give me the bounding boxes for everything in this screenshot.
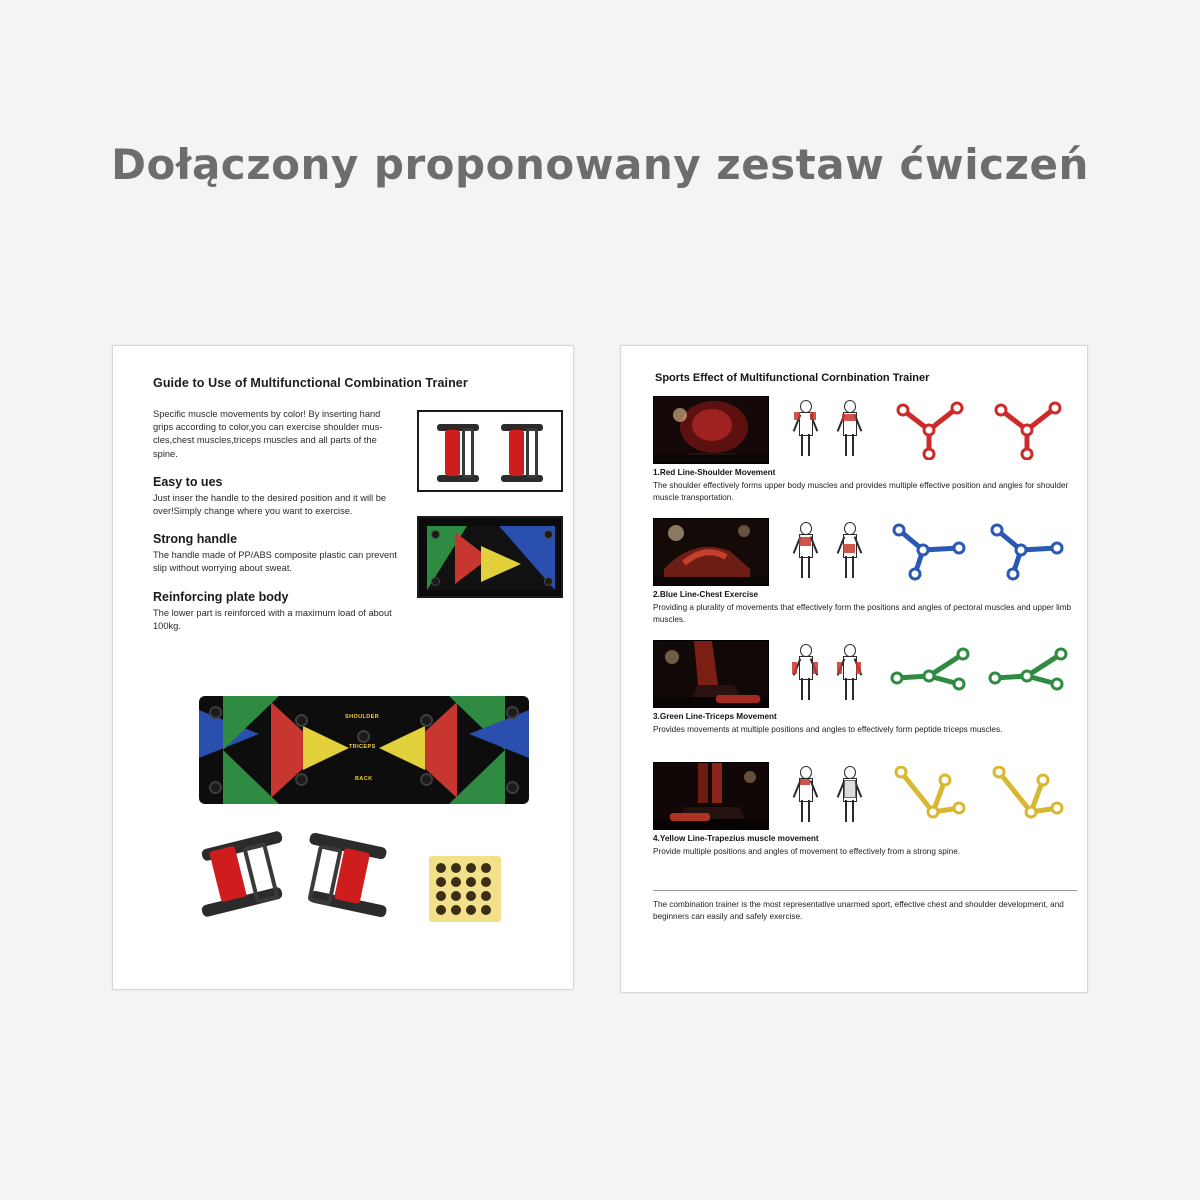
left-card-body — [139, 408, 547, 782]
grip-red-pad — [509, 430, 524, 476]
board-knob — [295, 773, 308, 786]
effect-caption-green: 3.Green Line-Triceps Movement — [653, 712, 777, 721]
board-blue-right — [469, 710, 529, 758]
grip-frame — [462, 428, 474, 478]
accessory-grip-right — [309, 836, 401, 926]
pushup-board-illustration — [199, 696, 529, 804]
left-instruction-card — [112, 345, 574, 990]
grip-illustration-right — [501, 424, 543, 482]
section-text-easy-to-use: Just inser the handle to the desired position and it will be over!Simply change where you want to exercise. — [153, 492, 387, 516]
board-knob — [209, 781, 222, 794]
left-text-column — [153, 408, 403, 633]
instruction-sheets — [112, 345, 1088, 995]
effect-text-red: The shoulder effectively forms upper body muscles and provides multiple effective position and angles for shoulder muscle transportation. — [653, 481, 1069, 502]
board-label-back: BACK — [355, 776, 373, 782]
board-yellow-right — [379, 726, 425, 770]
effect-row-red — [653, 396, 1069, 518]
board-knob — [506, 706, 519, 719]
grip-frame — [526, 428, 538, 478]
effect-text-yellow: Provide multiple positions and angles of movement to effectively from a strong spine. — [653, 847, 961, 856]
section-text-reinforcing-plate: The lower part is reinforced with a maximum load of about 100kg. — [153, 607, 392, 631]
effect-caption-yellow: 4.Yellow Line-Trapezius muscle movement — [653, 834, 819, 843]
skeleton-figure-back — [831, 766, 867, 828]
left-card-title: Guide to Use of Multifunctional Combination Trainer — [153, 376, 468, 390]
anatomy-figures-red — [781, 398, 877, 462]
effect-row-green — [653, 640, 1065, 762]
movement-diagram-green — [889, 644, 1079, 706]
movement-diagram-yellow — [889, 766, 1079, 828]
board-knob — [357, 730, 370, 743]
color-board-photo — [417, 516, 563, 598]
rubber-pads-sheet — [429, 856, 501, 922]
page-title: Dołączony proponowany zestaw ćwiczeń — [111, 140, 1089, 189]
effect-caption-red: 1.Red Line-Shoulder Movement — [653, 468, 776, 477]
mini-color-board — [427, 526, 557, 590]
grip-red-pad — [209, 846, 247, 903]
movement-diagram-red — [889, 400, 1079, 462]
grip-red-pad — [445, 430, 460, 476]
left-intro-paragraph: Specific muscle movements by color! By inserting hand grips according to color,you can exercise shoulder mus-cles,chest muscles,triceps muscles and all parts of the spine. — [153, 409, 383, 459]
skeleton-figure-back — [831, 400, 867, 462]
board-green-right-lower — [449, 750, 505, 804]
board-yellow-left — [303, 726, 349, 770]
board-knob — [420, 773, 433, 786]
board-knob — [295, 714, 308, 727]
section-heading-strong-handle: Strong handle — [153, 532, 238, 547]
grip-illustration-left — [437, 424, 479, 482]
section-heading-easy-to-use: Easy to ues — [153, 474, 223, 489]
board-label-shoulder: SHOULDER — [345, 714, 380, 720]
anatomy-figures-green — [781, 642, 877, 706]
handle-grips-photo — [417, 410, 563, 492]
skeleton-figure-front — [787, 766, 823, 828]
effect-text-green: Provides movements at multiple positions and angles to effectively form peptide triceps muscles. — [653, 725, 1003, 734]
exercise-photo-red — [653, 396, 769, 464]
anatomy-figures-blue — [781, 520, 877, 584]
skeleton-figure-front — [787, 400, 823, 462]
effect-caption-blue: 2.Blue Line-Chest Exercise — [653, 590, 759, 599]
board-knob — [544, 577, 553, 586]
board-knob — [209, 706, 222, 719]
exercise-photo-yellow — [653, 762, 769, 830]
right-instruction-card — [620, 345, 1088, 993]
movement-diagram-blue — [889, 522, 1079, 584]
right-card-title: Sports Effect of Multifunctional Cornbination Trainer — [655, 372, 930, 384]
right-card-footer: The combination trainer is the most representative unarmed sport, effective chest and shoulder development, and beginners can easily and safely exercise. — [653, 890, 1077, 923]
anatomy-figures-yellow — [781, 764, 877, 828]
skeleton-figure-front — [787, 644, 823, 706]
section-text-strong-handle: The handle made of PP/ABS composite plastic can prevent slip without worrying about sweat. — [153, 550, 397, 574]
skeleton-figure-back — [831, 644, 867, 706]
board-knob — [506, 781, 519, 794]
board-label-triceps: TRICEPS — [349, 744, 376, 750]
exercise-photo-blue — [653, 518, 769, 586]
exercise-photo-green — [653, 640, 769, 708]
board-knob — [544, 530, 553, 539]
board-knob — [431, 577, 440, 586]
skeleton-figure-back — [831, 522, 867, 584]
effect-row-yellow — [653, 762, 1065, 884]
board-knob — [431, 530, 440, 539]
board-knob — [420, 714, 433, 727]
effect-row-blue — [653, 518, 1072, 640]
section-heading-reinforcing-plate: Reinforcing plate body — [153, 589, 289, 604]
skeleton-figure-front — [787, 522, 823, 584]
accessory-grip-left — [201, 840, 293, 922]
effect-text-blue: Providing a plurality of movements that effectively form the positions and angles of pectoral muscles and upper limb muscles. — [653, 603, 1072, 624]
